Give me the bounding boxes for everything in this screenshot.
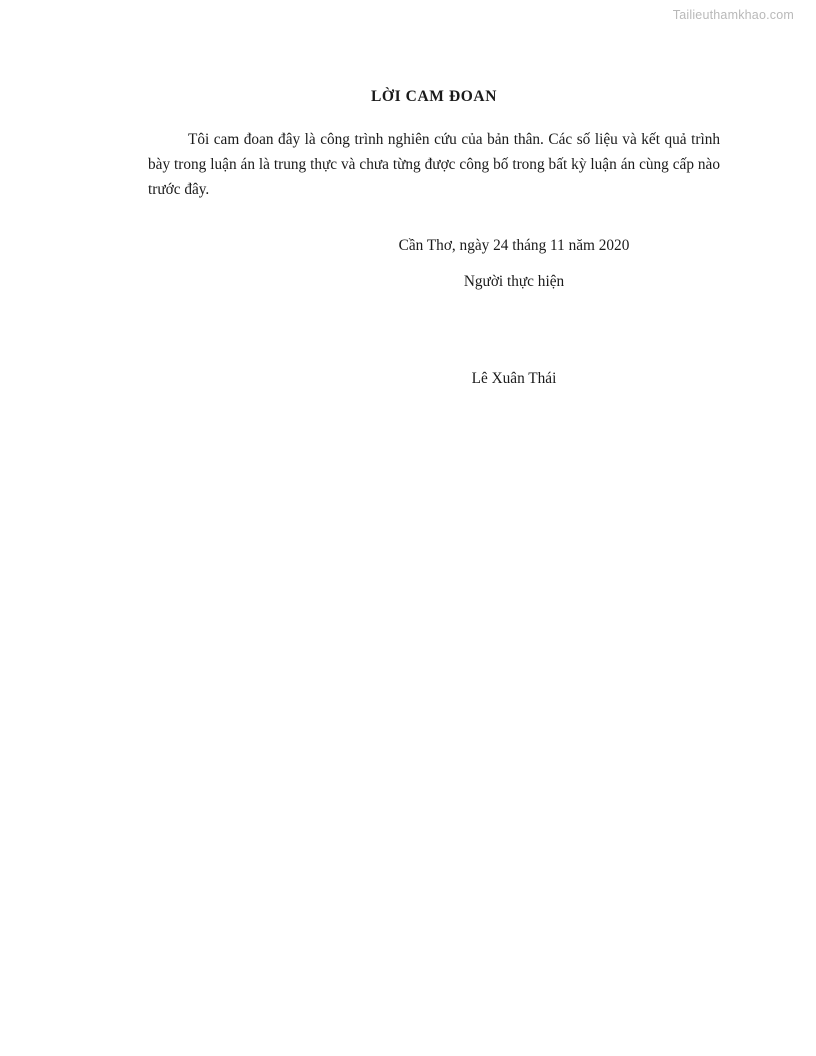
signature-block (148, 234, 720, 391)
signature-place-date: Cần Thơ, ngày 24 tháng 11 năm 2020 (398, 237, 630, 254)
watermark-text: Tailieuthamkhao.com (672, 8, 794, 22)
declaration-paragraph: Tôi cam đoan đây là công trình nghiên cứu của bản thân. Các số liệu và kết quả trình bày trong luận án là trung thực và chưa từng được công bố trong bất kỳ luận án cùng cấp nào trước đây. (148, 131, 720, 198)
document-content (148, 88, 720, 202)
signature-role: Người thực hiện (463, 273, 565, 291)
page-title: LỜI CAM ĐOAN (370, 88, 498, 105)
signature-name: Lê Xuân Thái (471, 369, 557, 387)
